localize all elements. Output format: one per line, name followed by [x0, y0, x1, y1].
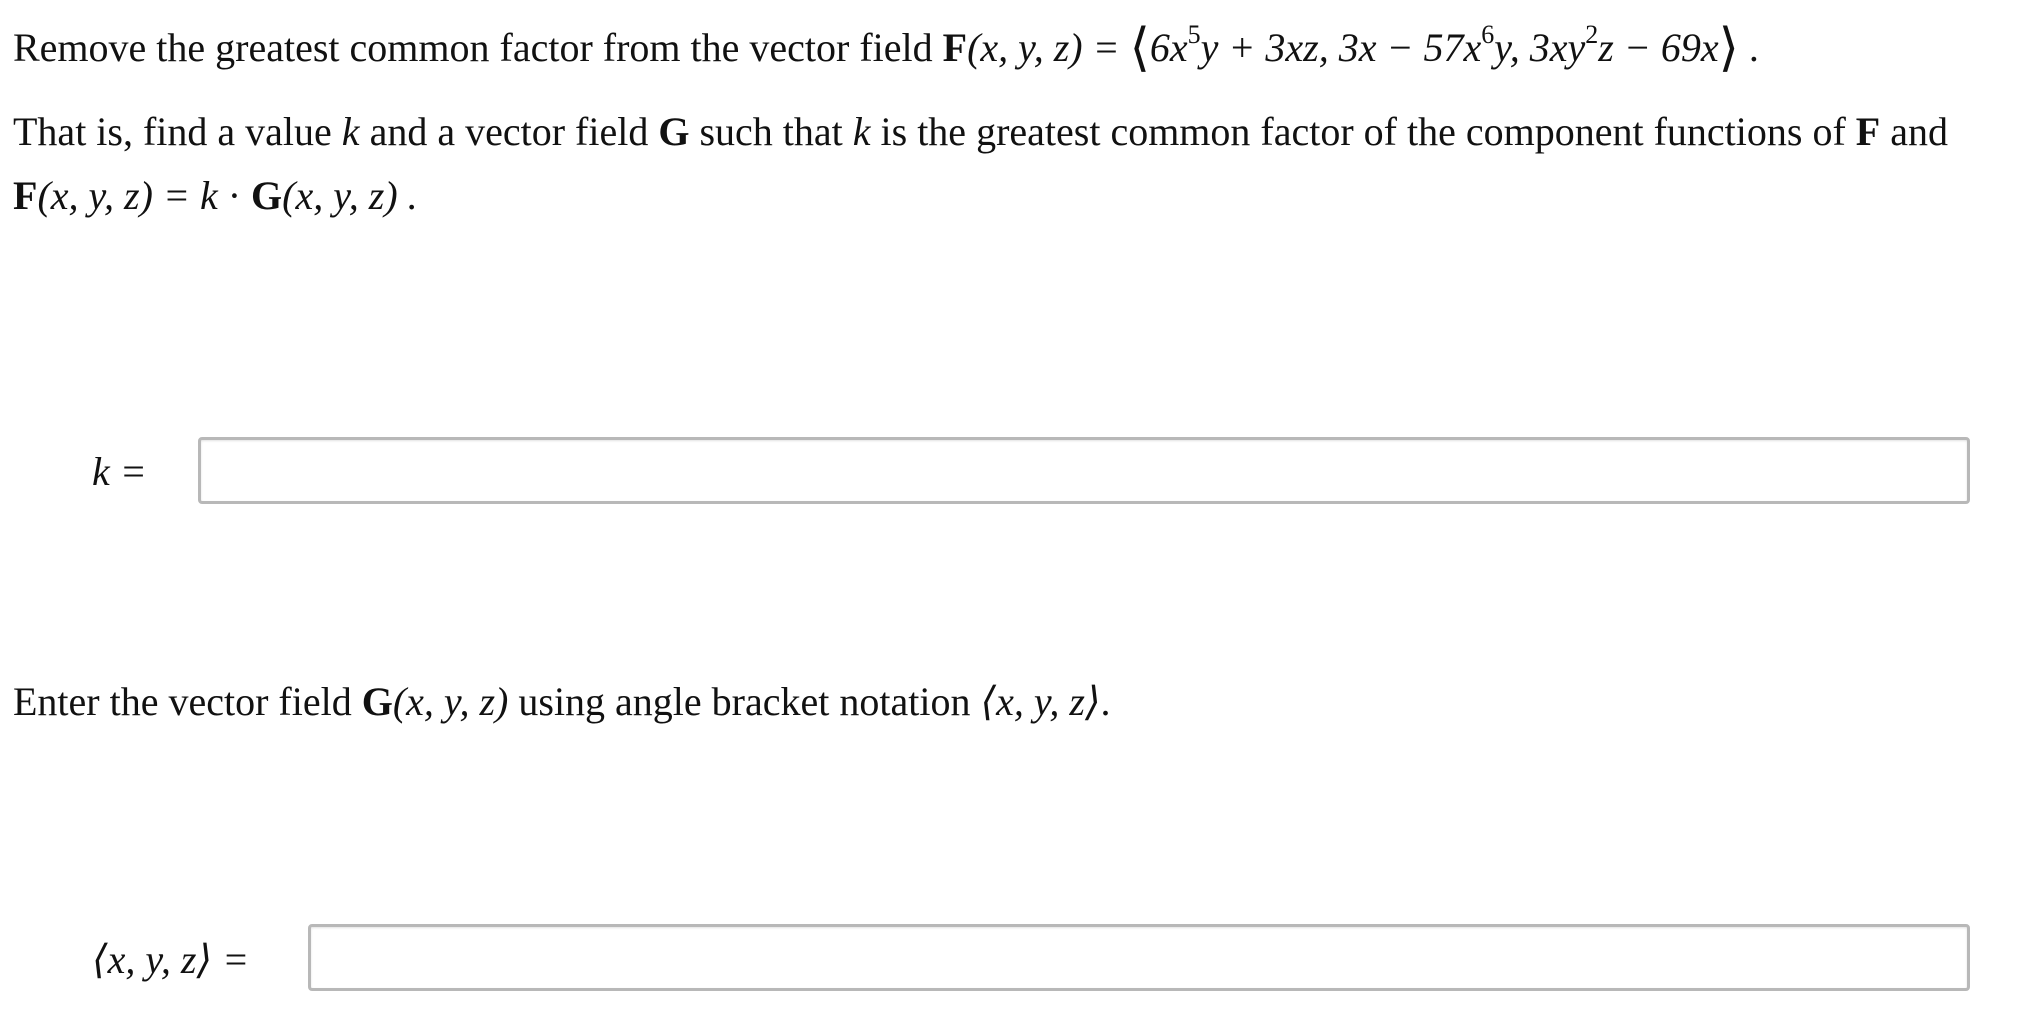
g-input-label: ⟨x, y, z⟩ =: [92, 937, 250, 982]
question-line-2: That is, find a value k and a vector field G such that k is the greatest common factor of the component functions of F and: [13, 109, 1948, 154]
question-line-1: Remove the greatest common factor from the vector field F(x, y, $z) = ⟨6x^5y + 3xz$, $3x - 57x^6y$, $3xy^2z$ − 69x⟩ .: [13, 20, 1759, 77]
g-instructions: Enter the vector field G(x, y, z) using angle bracket notation ⟨x, y, z⟩.: [13, 679, 1111, 724]
g-vector-field-answer-field[interactable]: [308, 924, 1970, 991]
field-name-F: F: [942, 25, 968, 70]
question-line-3: F(x, y, z) = k · G(x, y, z) .: [13, 173, 418, 218]
k-answer-field[interactable]: [198, 437, 1970, 504]
k-input-label: k =: [92, 449, 147, 494]
